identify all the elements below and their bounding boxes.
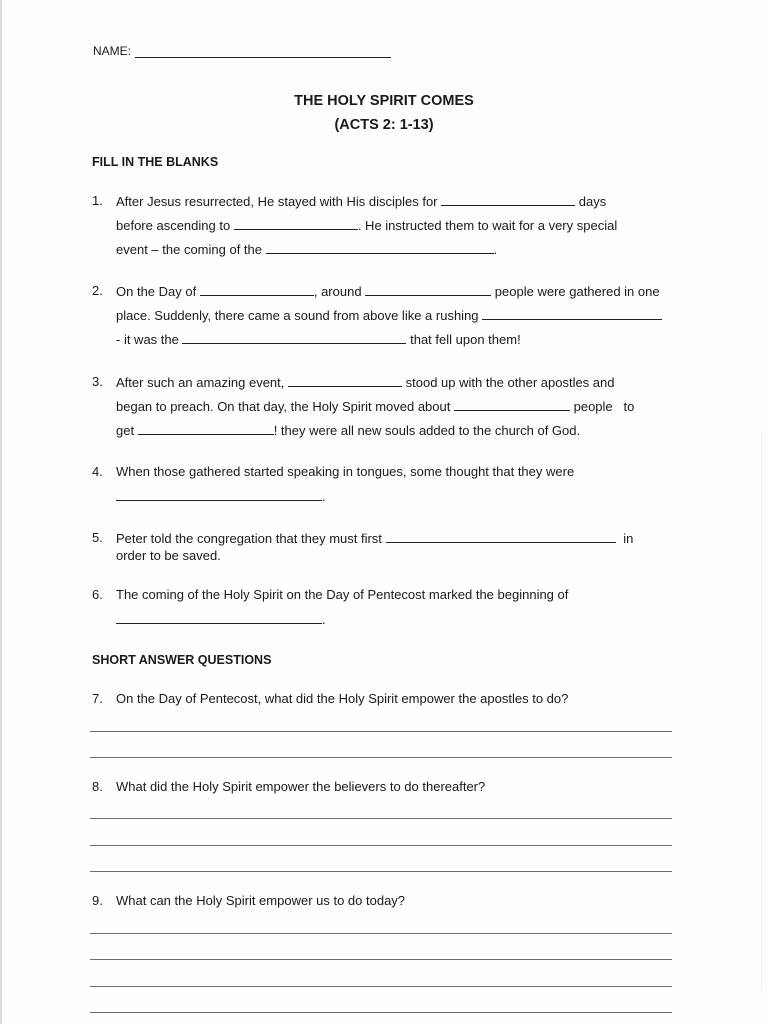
answer-blank [288, 374, 402, 387]
question-number: 8. [92, 779, 103, 794]
question-text: Peter told the congregation that they must first [116, 531, 382, 546]
answer-blank [266, 241, 494, 254]
answer-line [90, 986, 672, 987]
question-text: After Jesus resurrected, He stayed with His disciples for [116, 194, 438, 209]
answer-line [90, 818, 672, 819]
worksheet-subtitle: (ACTS 2: 1-13) [334, 117, 434, 133]
question-text: days [578, 194, 607, 209]
question-line [116, 611, 326, 627]
question-text: people to [573, 399, 635, 414]
answer-line [90, 757, 672, 758]
answer-line [90, 933, 672, 934]
question-line [116, 893, 405, 908]
question-line [116, 217, 617, 233]
name-blank-line [135, 44, 391, 58]
answer-blank [441, 193, 575, 206]
answer-line [90, 959, 672, 960]
question-number: 9. [92, 893, 103, 908]
question-line [116, 307, 662, 323]
question-text: get [116, 423, 135, 438]
page-edge-shadow [761, 430, 762, 990]
question-text: began to preach. On that day, the Holy Spirit moved about [116, 399, 451, 414]
question-text: ! they were all new souls added to the church of God. [273, 423, 581, 438]
question-text: place. Suddenly, there came a sound from above like a rushing [116, 308, 479, 323]
answer-blank [234, 217, 358, 230]
question-text: After such an amazing event, [116, 375, 285, 390]
answer-blank [482, 307, 662, 320]
answer-blank [138, 422, 274, 435]
answer-blank [116, 488, 322, 501]
answer-blank [386, 530, 616, 543]
answer-line [90, 731, 672, 732]
section-heading-fill-in: FILL IN THE BLANKS [92, 155, 219, 169]
question-text: What did the Holy Spirit empower the believers to do thereafter? [116, 779, 486, 794]
worksheet-title: THE HOLY SPIRIT COMES [294, 93, 474, 109]
question-line [116, 398, 634, 414]
answer-blank [200, 283, 314, 296]
question-text: in [623, 531, 634, 546]
page-edge-shadow [0, 0, 2, 1024]
question-text: The coming of the Holy Spirit on the Day of Pentecost marked the beginning of [116, 587, 569, 602]
question-text: that fell upon them! [410, 332, 521, 347]
question-text: . He instructed them to wait for a very special [357, 218, 618, 233]
answer-blank [116, 611, 322, 624]
question-text: , around [313, 284, 362, 299]
question-number: 1. [92, 193, 103, 208]
question-text: . [493, 242, 498, 257]
question-text: On the Day of [116, 284, 197, 299]
question-text: On the Day of Pentecost, what did the Holy Spirit empower the apostles to do? [116, 691, 569, 706]
answer-blank [454, 398, 570, 411]
question-line [116, 283, 660, 299]
question-number: 5. [92, 530, 103, 545]
question-line [116, 587, 568, 602]
question-text: . [322, 489, 326, 504]
section-heading-short-answer: SHORT ANSWER QUESTIONS [92, 653, 272, 667]
question-text: order to be saved. [116, 548, 221, 563]
question-number: 4. [92, 464, 103, 479]
question-number: 3. [92, 374, 103, 389]
answer-line [90, 1012, 672, 1013]
question-text: When those gathered started speaking in tongues, some thought that they were [116, 464, 575, 479]
question-text: stood up with the other apostles and [405, 375, 615, 390]
question-number: 6. [92, 587, 103, 602]
question-number: 7. [92, 691, 103, 706]
question-number: 2. [92, 283, 103, 298]
question-line [116, 530, 633, 546]
question-line [116, 464, 574, 479]
question-line [116, 331, 521, 347]
question-line [116, 691, 568, 706]
question-line [116, 241, 497, 257]
answer-blank [182, 331, 406, 344]
question-text: event – the coming of the [116, 242, 262, 257]
name-label: NAME: [93, 44, 132, 58]
question-text: before ascending to [116, 218, 231, 233]
question-text: . [322, 612, 326, 627]
answer-line [90, 871, 672, 872]
question-text: - it was the [116, 332, 179, 347]
question-line [116, 193, 606, 209]
question-line [116, 779, 485, 794]
answer-line [90, 845, 672, 846]
name-field [93, 44, 391, 58]
question-text: What can the Holy Spirit empower us to do today? [116, 893, 406, 908]
question-line [116, 488, 326, 504]
question-line [116, 374, 615, 390]
question-line [116, 548, 221, 563]
question-line [116, 422, 580, 438]
question-text: people were gathered in one [494, 284, 660, 299]
answer-blank [365, 283, 491, 296]
